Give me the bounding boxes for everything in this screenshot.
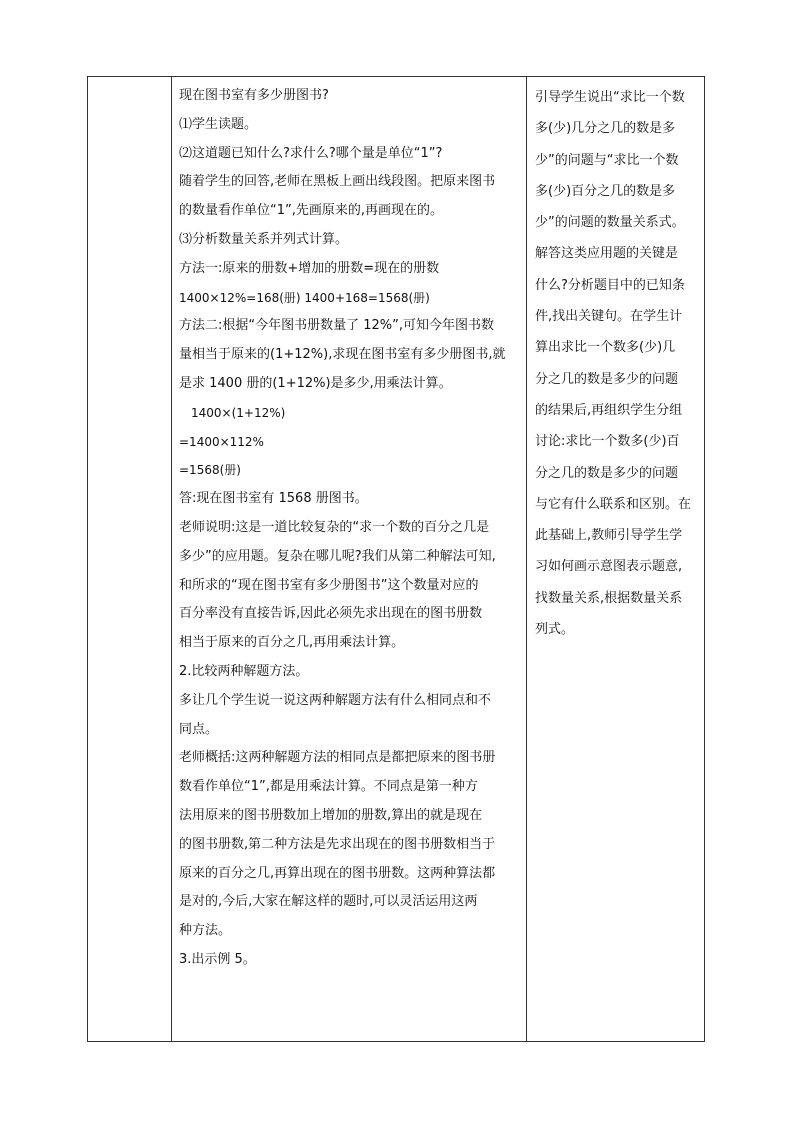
table-row xyxy=(88,77,705,1042)
text-line: 什么?分析题目中的已知条 xyxy=(535,277,685,293)
text-line: 种方法。 xyxy=(179,923,232,939)
text-line: 少”的问题的数量关系式。 xyxy=(535,215,685,231)
text-line: 此基础上,教师引导学生学 xyxy=(535,528,683,544)
text-line: 方法一:原来的册数+增加的册数=现在的册数 xyxy=(179,260,440,276)
formula-line: 1400×(1+12%) xyxy=(191,405,286,420)
text-line: 量相当于原来的(1+12%),求现在图书室有多少册图书,就 xyxy=(179,347,506,363)
lesson-plan-table xyxy=(87,76,705,1042)
text-line: 是求 1400 册的(1+12%)是多少,用乘法计算。 xyxy=(179,375,452,391)
text-line: 的图书册数,第二种方法是先求出现在的图书册数相当于 xyxy=(179,836,496,852)
text-line: ⑴学生读题。 xyxy=(179,116,258,132)
formula-line: =1400×112% xyxy=(179,434,264,449)
formula-line: =1568(册) xyxy=(179,463,241,478)
text-line: 少”的问题与“求比一个数 xyxy=(535,152,679,168)
empty-left-cell xyxy=(88,77,172,1042)
text-line: 和所求的“现在图书室有多少册图书”这个数量对应的 xyxy=(179,577,479,593)
text-line: 2.比较两种解题方法。 xyxy=(179,663,309,679)
text-line: 3.出示例 5。 xyxy=(179,951,256,967)
text-line: 多(少)几分之几的数是多 xyxy=(535,121,676,137)
design-intent-cell xyxy=(527,77,705,1042)
text-line: 多让几个学生说一说这两种解题方法有什么相同点和不 xyxy=(179,692,492,708)
text-line: 讨论:求比一个数多(少)百 xyxy=(535,434,680,450)
text-line: 分之几的数是多少的问题 xyxy=(535,371,679,387)
text-line: 的结果后,再组织学生分组 xyxy=(535,402,683,418)
text-line: 的数量看作单位“1”,先画原来的,再画现在的。 xyxy=(179,203,444,219)
text-line: 答:现在图书室有 1568 册图书。 xyxy=(179,491,368,507)
formula-line: 1400×12%=168(册) 1400+168=1568(册) xyxy=(179,290,430,305)
text-line: 随着学生的回答,老师在黑板上画出线段图。把原来图书 xyxy=(179,174,496,190)
text-line: 百分率没有直接告诉,因此必须先求出现在的图书册数 xyxy=(179,606,483,622)
text-line: 是对的,今后,大家在解这样的题时,可以灵活运用这两 xyxy=(179,894,478,910)
text-line: 老师说明:这是一道比较复杂的“求一个数的百分之几是 xyxy=(179,519,490,535)
text-line: 同点。 xyxy=(179,721,219,737)
text-line: 列式。 xyxy=(535,622,575,638)
text-line: 方法二:根据“今年图书册数量了 12%”,可知今年图书数 xyxy=(179,318,495,334)
text-line: 引导学生说出“求比一个数 xyxy=(535,90,685,105)
text-line: 与它有什么联系和区别。在 xyxy=(535,496,692,512)
teaching-process-text xyxy=(172,77,526,975)
text-line: 解答这类应用题的关键是 xyxy=(535,246,679,262)
text-line: 相当于原来的百分之几,再用乘法计算。 xyxy=(179,635,405,651)
text-line: 数看作单位“1”,都是用乘法计算。不同点是第一种方 xyxy=(179,779,478,795)
teaching-process-cell xyxy=(172,77,527,1042)
text-line: 算出求比一个数多(少)几 xyxy=(535,340,676,356)
text-line: ⑶分析数量关系并列式计算。 xyxy=(179,231,349,247)
text-line: 原来的百分之几,再算出现在的图书册数。这两种算法都 xyxy=(179,865,496,881)
text-line: ⑵这道题已知什么?求什么?哪个量是单位“1”? xyxy=(179,145,443,161)
design-intent-text xyxy=(527,77,704,645)
text-line: 找数量关系,根据数量关系 xyxy=(535,590,683,606)
text-line: 件,找出关键句。在学生计 xyxy=(535,309,683,325)
text-line: 多少”的应用题。复杂在哪儿呢?我们从第二种解法可知, xyxy=(179,548,496,564)
text-line: 老师概括:这两种解题方法的相同点是都把原来的图书册 xyxy=(179,750,496,766)
text-line: 习如何画示意图表示题意, xyxy=(535,559,683,575)
text-line: 法用原来的图书册数加上增加的册数,算出的就是现在 xyxy=(179,807,483,823)
text-line: 多(少)百分之几的数是多 xyxy=(535,183,676,199)
text-line: 现在图书室有多少册图书? xyxy=(179,88,329,103)
text-line: 分之几的数是多少的问题 xyxy=(535,465,679,481)
